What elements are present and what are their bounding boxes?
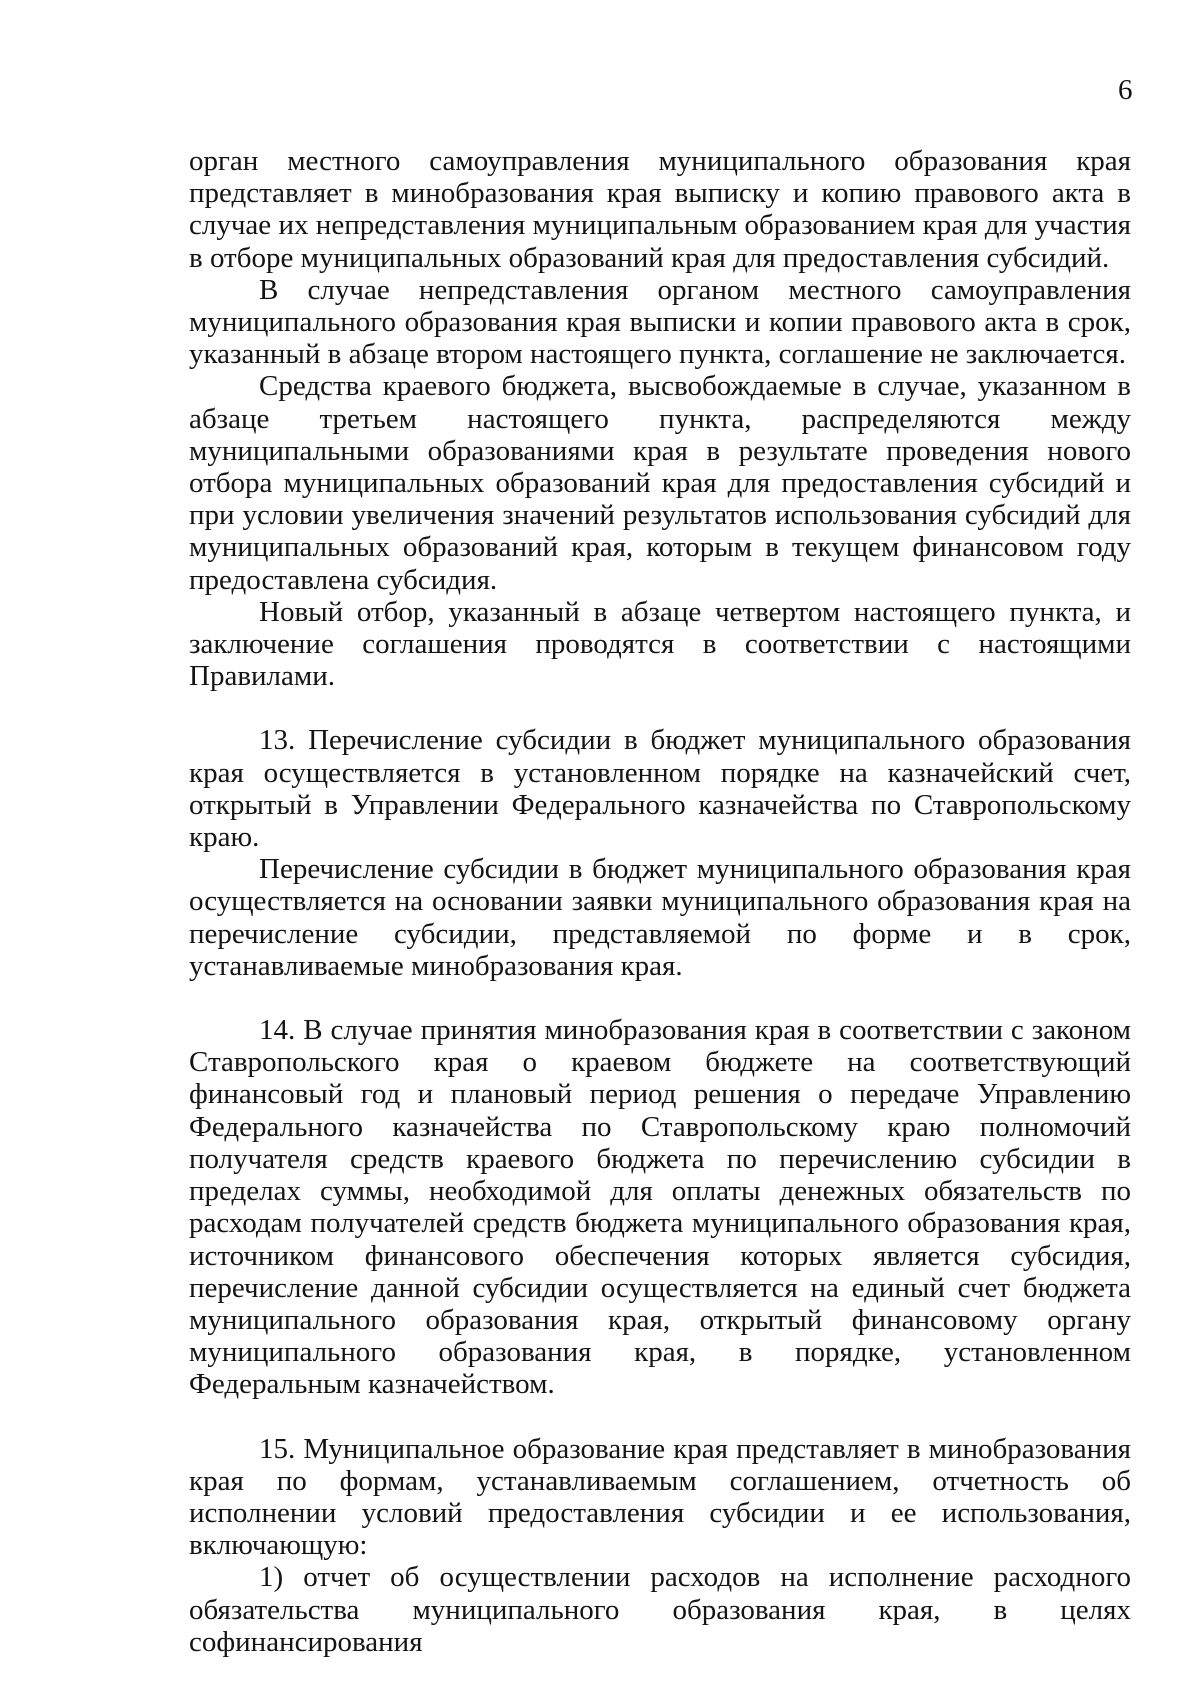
page-number: 6 — [1118, 74, 1133, 106]
paragraph-15-item-1: 1) отчет об осуществлении расходов на исполнение расходного обязательства муниципального образования края, в целях софинансирования — [189, 1561, 1131, 1658]
paragraph-14: 14. В случае принятия минобразования края в соответствии с законом Ставропольского края о краевом бюджете на соответствующий финансовый год и плановый период решения о передаче Управлению Федерального казначейства по Ставропольскому краю полномочий получателя средств краевого бюджета по перечислению субсидии в пределах суммы, необходимой для оплаты денежных обязательств по расходам получателей средств бюджета муниципального образования края, источником финансового обеспечения которых является субсидия, перечисление данной субсидии осуществляется на единый счет бюджета муниципального образования края, открытый финансовому органу муниципального образования края, в порядке, установленном Федеральным казначейством. — [189, 1014, 1131, 1401]
paragraph-13: 13. Перечисление субсидии в бюджет муниципального образования края осуществляется в установленном порядке на казначейский счет, открытый в Управлении Федерального казначейства по Ставропольскому краю. — [189, 724, 1131, 854]
paragraph-new-selection: Новый отбор, указанный в абзаце четвертом настоящего пункта, и заключение соглашения проводятся в соответствии с настоящими Правилами. — [189, 595, 1131, 693]
paragraph-continuation: орган местного самоуправления муниципального образования края представляет в минобразования края выписку и копию правового акта в случае их непредставления муниципальным образованием края для участия в отборе муниципальных образований края для предоставления субсидий. — [189, 145, 1131, 274]
paragraph-15: 15. Муниципальное образование края представляет в минобразования края по формам, устанавливаемым соглашением, отчетность об исполнении условий предоставления субсидии и ее использования, включающую: — [189, 1432, 1131, 1562]
document-body — [189, 145, 1131, 1658]
paragraph-13-transfer: Перечисление субсидии в бюджет муниципального образования края осуществляется на основании заявки муниципального образования края на перечисление субсидии, представляемой по форме и в срок, устанавливаемые минобразования края. — [189, 853, 1131, 982]
paragraph-released-funds: Средства краевого бюджета, высвобождаемые в случае, указанном в абзаце третьем настоящего пункта, распределяются между муниципальными образованиями края в результате проведения нового отбора муниципальных образований края для предоставления субсидий и при условии увеличения значений результатов использования субсидий для муниципальных образований края, которым в текущем финансовом году предоставлена субсидия. — [189, 370, 1131, 596]
paragraph-no-submission: В случае непредставления органом местного самоуправления муниципального образования края выписки и копии правового акта в срок, указанный в абзаце втором настоящего пункта, соглашение не заключается. — [189, 273, 1131, 371]
